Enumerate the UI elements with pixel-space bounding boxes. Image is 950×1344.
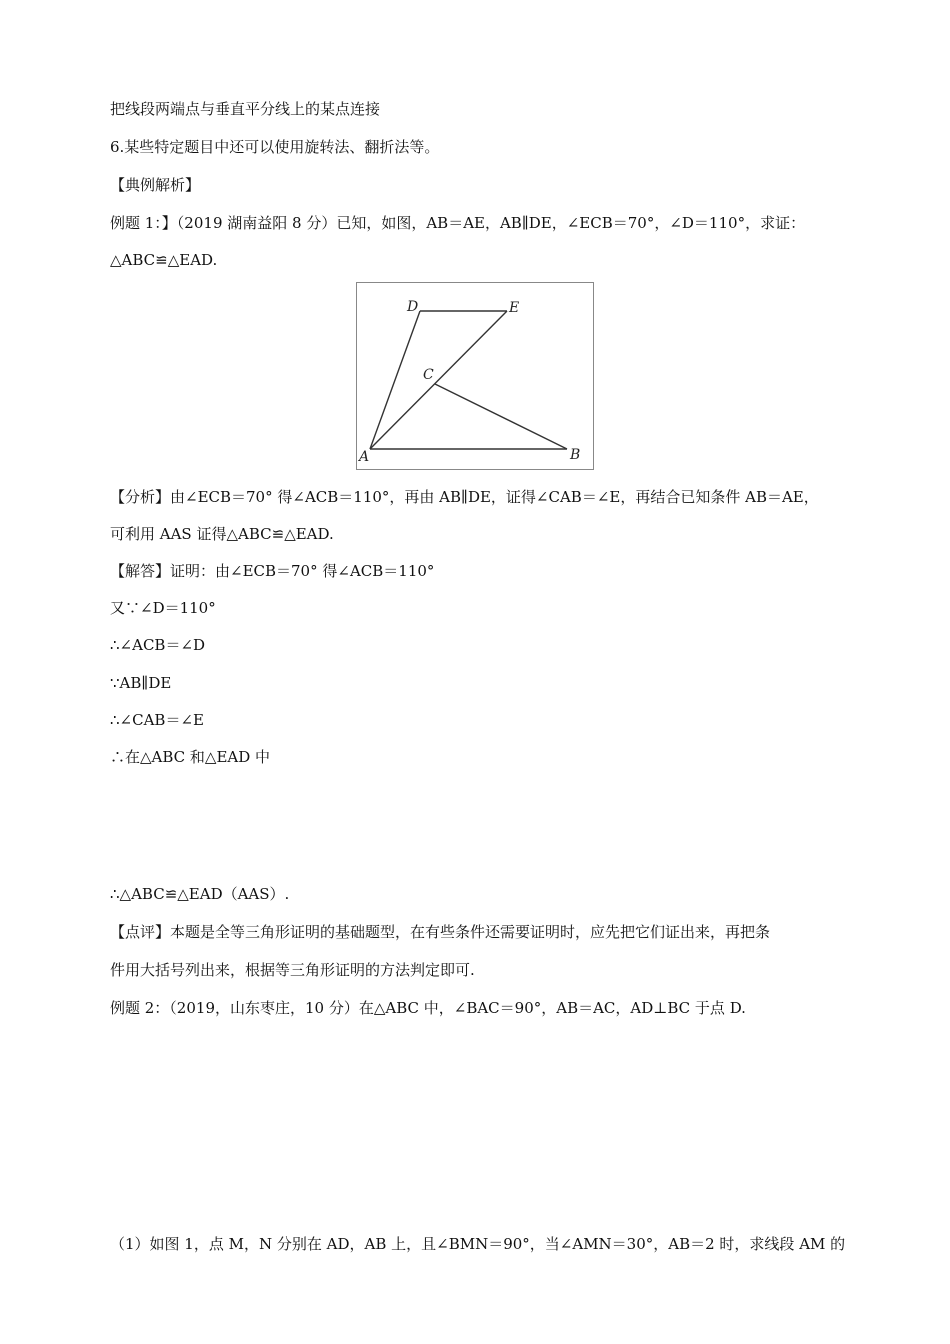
comment-line-1: 【点评】本题是全等三角形证明的基础题型，在有些条件还需要证明时，应先把它们证出来，再把条 [110,923,771,941]
analysis-line-2: 可利用 AAS 证得△ABC≌△EAD. [110,525,334,543]
conclusion-line: ∴△ABC≌△EAD（AAS）. [110,885,290,903]
geometry-figure [356,282,594,470]
label-b: B [570,447,581,463]
example2-part1: （1）如图 1，点 M，N 分别在 AD，AB 上，且∠BMN＝90°，当∠AMN＝30°，AB＝2 时，求线段 AM 的 [110,1235,846,1253]
comment-line-2: 件用大括号列出来，根据等三角形证明的方法判定即可. [110,961,475,979]
analysis-line-1: 【分析】由∠ECB＝70° 得∠ACB＝110°，再由 AB∥DE，证得∠CAB＝∠E，再结合已知条件 AB＝AE， [110,488,819,506]
label-a: A [359,449,370,465]
solution-line-3: ∴∠ACB＝∠D [110,636,206,654]
segment-cb [435,384,567,449]
label-c: C [423,367,434,383]
segment-ad [370,311,420,449]
example1-statement: 例题 1：】（2019 湖南益阳 8 分）已知，如图，AB＝AE，AB∥DE，∠ECB＝70°，∠D＝110°，求证： [110,214,806,232]
solution-line-1: 【解答】证明：由∠ECB＝70° 得∠ACB＝110° [110,562,435,580]
figure-svg [357,283,593,469]
example2-statement: 例题 2：（2019，山东枣庄，10 分）在△ABC 中，∠BAC＝90°，AB＝AC，AD⊥BC 于点 D. [110,999,746,1017]
example1-goal: △ABC≌△EAD. [110,251,218,269]
section-heading-examples: 【典例解析】 [110,176,201,194]
solution-line-5: ∴∠CAB＝∠E [110,711,204,729]
label-d: D [407,299,419,315]
solution-line-6: ∴在△ABC 和△EAD 中 [110,748,271,766]
segment-ae [370,311,507,449]
solution-line-2: 又∵∠D＝110° [110,599,216,617]
label-e: E [509,300,520,316]
text-line-1: 把线段两端点与垂直平分线上的某点连接 [110,100,381,118]
solution-line-4: ∵AB∥DE [110,674,172,692]
text-line-2: 6.某些特定题目中还可以使用旋转法、翻折法等。 [110,138,440,156]
